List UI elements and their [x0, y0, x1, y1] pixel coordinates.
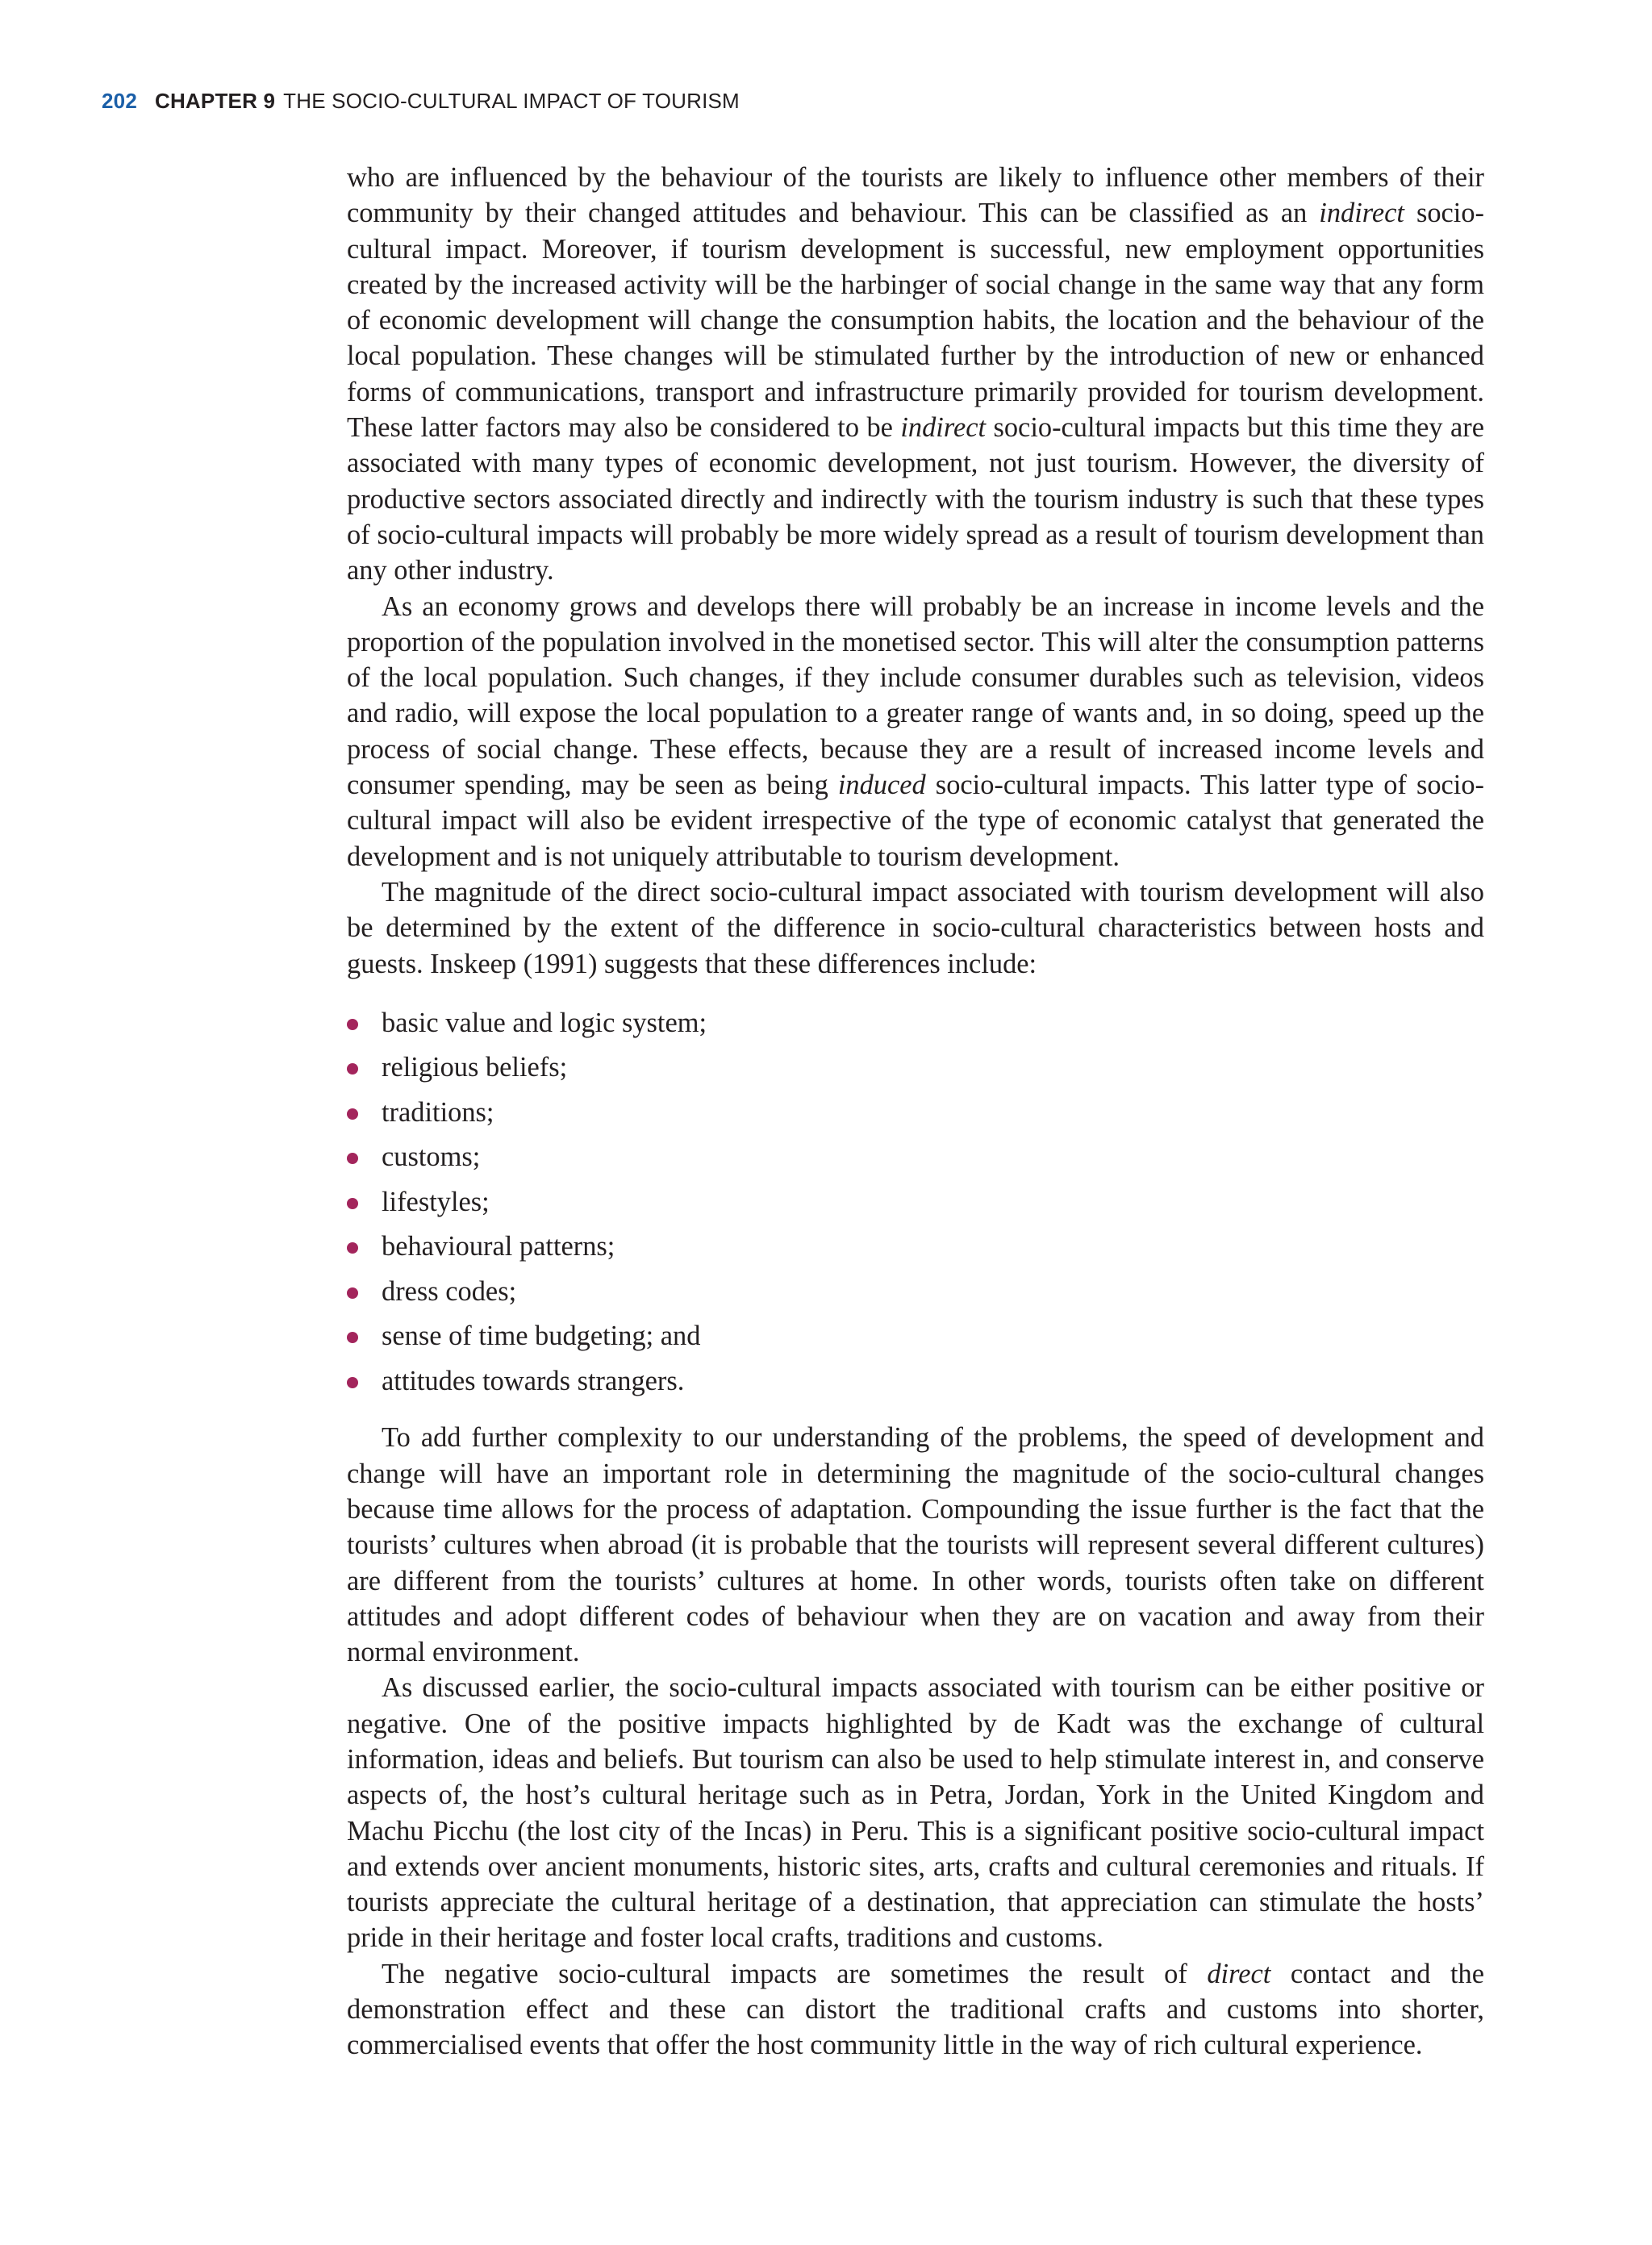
differences-list	[347, 1001, 1484, 1404]
list-item-text: customs;	[382, 1141, 481, 1173]
list-item	[347, 1180, 1484, 1225]
list-item	[347, 1091, 1484, 1136]
list-item-text: attitudes towards strangers.	[382, 1365, 685, 1396]
bullet-icon	[347, 1063, 358, 1075]
bullet-icon	[347, 1332, 358, 1343]
list-item	[347, 1314, 1484, 1359]
bullet-icon	[347, 1108, 358, 1120]
running-header	[102, 89, 740, 114]
list-item-text: basic value and logic system;	[382, 1007, 707, 1038]
list-item-text: lifestyles;	[382, 1186, 490, 1217]
chapter-label: CHAPTER 9	[154, 89, 276, 113]
paragraph-6-text-a: The negative socio-cultural impacts are sometimes the result of	[382, 1958, 1208, 1989]
list-item-text: traditions;	[382, 1096, 494, 1128]
paragraph-6-emphasis-1: direct	[1207, 1958, 1271, 1989]
list-item	[347, 1045, 1484, 1091]
paragraph-2	[347, 589, 1484, 874]
bullet-icon	[347, 1153, 358, 1164]
paragraph-4: To add further complexity to our understanding of the problems, the speed of development and change will have an important role in determining the magnitude of the socio-cultural changes because time allows for the process of adaptation. Compounding the issue further is the fact that the tourists’ cultures when abroad (it is probable that the tourists will represent several different cultures) are different from the tourists’ cultures at home. In other words, tourists often take on different attitudes and adopt different codes of behaviour when they are on vacation and away from their normal environment.	[347, 1422, 1484, 1668]
list-item-text: religious beliefs;	[382, 1052, 568, 1083]
chapter-title: THE SOCIO-CULTURAL IMPACT OF TOURISM	[283, 89, 740, 113]
paragraph-1-text-b: socio-cultural impact. Moreover, if tourism development is successful, new employment opportunities created by the increased activity will be the harbinger of social change in the same way that any form of economic development will change the consumption habits, the location and the behaviour of the local population. These changes will be stimulated further by the introduction of new or enhanced forms of communications, transport and infrastructure primarily provided for tourism development. These latter factors may also be considered to be	[347, 198, 1484, 444]
paragraph-1	[347, 160, 1484, 589]
page-number: 202	[102, 89, 137, 113]
bullet-icon	[347, 1287, 358, 1299]
paragraph-6	[347, 1956, 1484, 2063]
body-text	[347, 160, 1484, 2063]
bullet-icon	[347, 1377, 358, 1388]
paragraph-2-text-b: socio-cultural impacts. This latter type of socio-cultural impact will also be evident irrespective of the type of economic catalyst that generated the development and is not uniquely attributable to tourism development.	[347, 770, 1484, 872]
bullet-icon	[347, 1242, 358, 1254]
list-item-text: dress codes;	[382, 1275, 517, 1307]
list-item	[347, 1270, 1484, 1315]
list-item-text: sense of time budgeting; and	[382, 1321, 701, 1352]
bullet-icon	[347, 1198, 358, 1209]
paragraph-6-text-b: contact and the demonstration effect and these can distort the traditional crafts and customs into shorter, commercialised events that offer the host community little in the way of rich cultural experience.	[347, 1958, 1484, 2061]
list-item	[347, 1001, 1484, 1046]
list-item	[347, 1225, 1484, 1270]
list-item	[347, 1359, 1484, 1404]
paragraph-1-text-a: who are influenced by the behaviour of the tourists are likely to influence other members of their community by their changed attitudes and behaviour. This can be classified as an	[347, 162, 1484, 229]
paragraph-2-emphasis-1: induced	[837, 770, 926, 801]
bullet-icon	[347, 1019, 358, 1030]
list-item-text: behavioural patterns;	[382, 1231, 615, 1262]
list-item	[347, 1135, 1484, 1180]
paragraph-1-text-c: socio-cultural impacts but this time they are associated with many types of economic development, not just tourism. However, the diversity of productive sectors associated directly and indirectly with the tourism industry is such that these types of socio-cultural impacts will probably be more widely spread as a result of tourism development than any other industry.	[347, 412, 1484, 586]
paragraph-1-emphasis-1: indirect	[1319, 198, 1404, 229]
paragraph-1-emphasis-2: indirect	[900, 412, 987, 444]
paragraph-3: The magnitude of the direct socio-cultural impact associated with tourism development will also be determined by the extent of the difference in socio-cultural characteristics between hosts and guests. Inskeep (1991) suggests that these differences include:	[347, 876, 1484, 979]
paragraph-5: As discussed earlier, the socio-cultural impacts associated with tourism can be either positive or negative. One of the positive impacts highlighted by de Kadt was the exchange of cultural information, ideas and beliefs. But tourism can also be used to help stimulate interest in, and conserve aspects of, the host’s cultural heritage such as in Petra, Jordan, York in the United Kingdom and Machu Picchu (the lost city of the Incas) in Peru. This is a significant positive socio-cultural impact and extends over ancient monuments, historic sites, arts, crafts and cultural ceremonies and rituals. If tourists appreciate the cultural heritage of a destination, that appreciation can stimulate the hosts’ pride in their heritage and foster local crafts, traditions and customs.	[347, 1672, 1484, 1954]
paragraph-2-text-a: As an economy grows and develops there will probably be an increase in income levels and the proportion of the population involved in the monetised sector. This will alter the consumption patterns of the local population. Such changes, if they include consumer durables such as television, videos and radio, will expose the local population to a greater range of wants and, in so doing, speed up the process of social change. These effects, because they are a result of increased income levels and consumer spending, may be seen as being	[347, 590, 1484, 801]
